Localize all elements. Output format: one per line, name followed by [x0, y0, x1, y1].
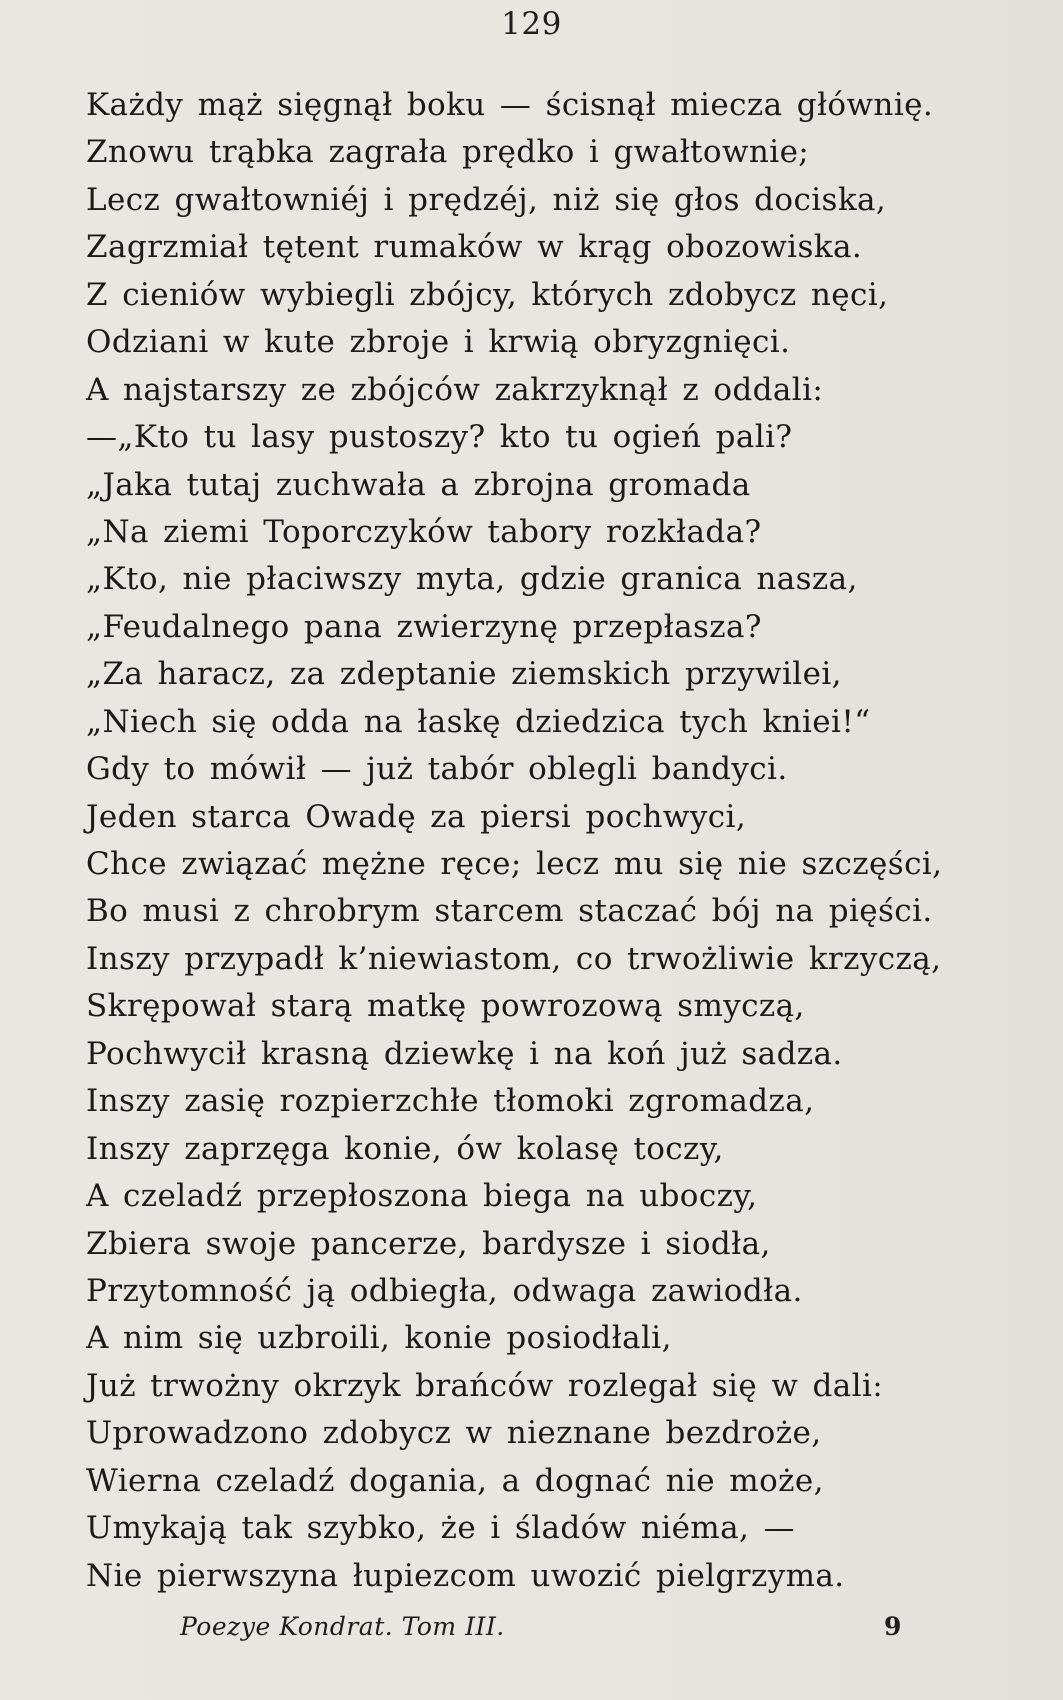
- verse-line: A nim się uzbroili, konie posiodłali,: [86, 1320, 672, 1357]
- page-footer: [0, 1612, 1063, 1652]
- verse-line: Inszy przypadł k’niewiastom, co trwożliwie krzyczą,: [86, 940, 942, 977]
- verse-line: Jeden starca Owadę za piersi pochwyci,: [86, 798, 747, 835]
- verse-line: „Feudalnego pana zwierzynę przepłasza?: [86, 608, 762, 645]
- poem-text: [86, 82, 1036, 1600]
- page-number: 129: [501, 6, 562, 42]
- verse-line: Wierna czeladź dogania, a dognać nie może,: [86, 1462, 824, 1499]
- verse-line: Nie pierwszyna łupiezcom uwozić pielgrzyma.: [86, 1557, 845, 1594]
- verse-line: A czeladź przepłoszona biega na uboczy,: [86, 1178, 758, 1215]
- sheet-number: 9: [884, 1612, 902, 1641]
- verse-line: Odziani w kute zbroje i krwią obryzgnięci.: [86, 324, 791, 361]
- verse-line: Uprowadzono zdobycz w nieznane bezdroże,: [86, 1415, 822, 1452]
- verse-line: Skrępował starą matkę powrozową smyczą,: [86, 988, 805, 1025]
- verse-line: „Za haracz, za zdeptanie ziemskich przywilei,: [86, 656, 842, 693]
- verse-line: Znowu trąbka zagrała prędko i gwałtownie;: [86, 134, 810, 171]
- verse-line: Bo musi z chrobrym starcem staczać bój na pięści.: [86, 893, 933, 930]
- verse-line: „Niech się odda na łaskę dziedzica tych kniei!“: [86, 703, 871, 740]
- verse-line: Już trwożny okrzyk brańców rozlegał się w dali:: [86, 1367, 884, 1404]
- verse-line: Inszy zaprzęga konie, ów kolasę toczy,: [86, 1130, 724, 1167]
- verse-line: „Kto, nie płaciwszy myta, gdzie granica nasza,: [86, 561, 858, 598]
- verse-line: Umykają tak szybko, że i śladów niéma, —: [86, 1510, 795, 1547]
- verse-line: Zagrzmiał tętent rumaków w krąg obozowiska.: [86, 229, 863, 266]
- verse-line: „Jaka tutaj zuchwała a zbrojna gromada: [86, 466, 751, 503]
- verse-line: Gdy to mówił — już tabór oblegli bandyci.: [86, 751, 788, 788]
- verse-line: Inszy zasię rozpierzchłe tłomoki zgromadza,: [86, 1083, 815, 1120]
- verse-line: —„Kto tu lasy pustoszy? kto tu ogień pali?: [86, 419, 793, 456]
- verse-line: A najstarszy ze zbójców zakrzyknął z oddali:: [86, 371, 824, 408]
- footer-signature: Poezye Kondrat. Tom III.: [180, 1612, 505, 1641]
- verse-line: Zbiera swoje pancerze, bardysze i siodła,: [86, 1225, 771, 1262]
- verse-line: Lecz gwałtowniéj i prędzéj, niż się głos dociska,: [86, 181, 887, 218]
- verse-line: Każdy mąż sięgnął boku — ścisnął miecza głównię.: [86, 87, 934, 123]
- verse-line: Pochwycił krasną dziewkę i na koń już sadza.: [86, 1035, 843, 1072]
- verse-line: „Na ziemi Toporczyków tabory rozkłada?: [86, 513, 762, 550]
- verse-line: Przytomność ją odbiegła, odwaga zawiodła.: [86, 1272, 803, 1309]
- verse-line: Chce związać mężne ręce; lecz mu się nie szczęści,: [86, 846, 943, 882]
- verse-line: Z cieniów wybiegli zbójcy, których zdobycz nęci,: [86, 276, 889, 313]
